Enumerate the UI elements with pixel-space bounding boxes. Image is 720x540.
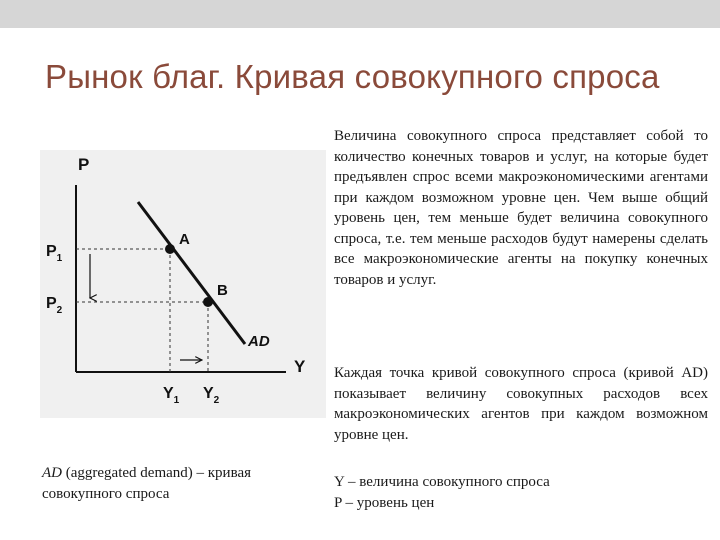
top-band <box>0 0 720 28</box>
label-point-a: A <box>179 231 190 248</box>
label-y1: $Y_1$ <box>163 385 180 406</box>
label-point-b: B <box>217 282 228 299</box>
point-a-marker <box>165 244 175 254</box>
ad-curve <box>138 202 245 344</box>
definition-paragraph: Величина совокупного спроса представляет собой то количество конечных товаров и услуг, на которые будет предъявлен спрос всеми макроэкономическими агентами при каждом возможном уровне цен. Чем выше общий уровень цен, тем меньше будет величина совокупного спроса, т.е. тем меньше расходов будут намерены сделать все макроэкономические агенты на покупку конечных товаров и услуг. <box>334 128 708 288</box>
slide-title: Рынок благ. Кривая совокупного спроса <box>45 58 660 95</box>
point-b-marker <box>203 297 213 307</box>
axis-label-p: P <box>78 155 90 174</box>
label-y2: $Y_2$ <box>203 385 220 406</box>
ad-diagram-svg <box>40 150 326 418</box>
variables-legend <box>334 472 694 514</box>
ad-caption <box>42 463 312 505</box>
ad-term: AD <box>42 465 62 481</box>
ad-point-paragraph: Каждая точка кривой совокупного спроса (кривой AD) показывает величину совокупных расходов всех макроэкономических агентов при каждом возможном уровне цен. <box>334 365 708 443</box>
label-p2: $P_2$ <box>46 295 63 316</box>
ad-term-definition: (aggregated demand) – кривая совокупного спроса <box>42 465 252 502</box>
ad-curve-diagram <box>40 150 326 418</box>
label-ad-curve: AD <box>248 333 270 350</box>
label-p1: $P_1$ <box>46 243 63 264</box>
axis-label-y: Y <box>294 357 306 376</box>
legend-y: Y – величина совокупного спроса <box>334 474 550 490</box>
legend-p: P – уровень цен <box>334 495 435 511</box>
